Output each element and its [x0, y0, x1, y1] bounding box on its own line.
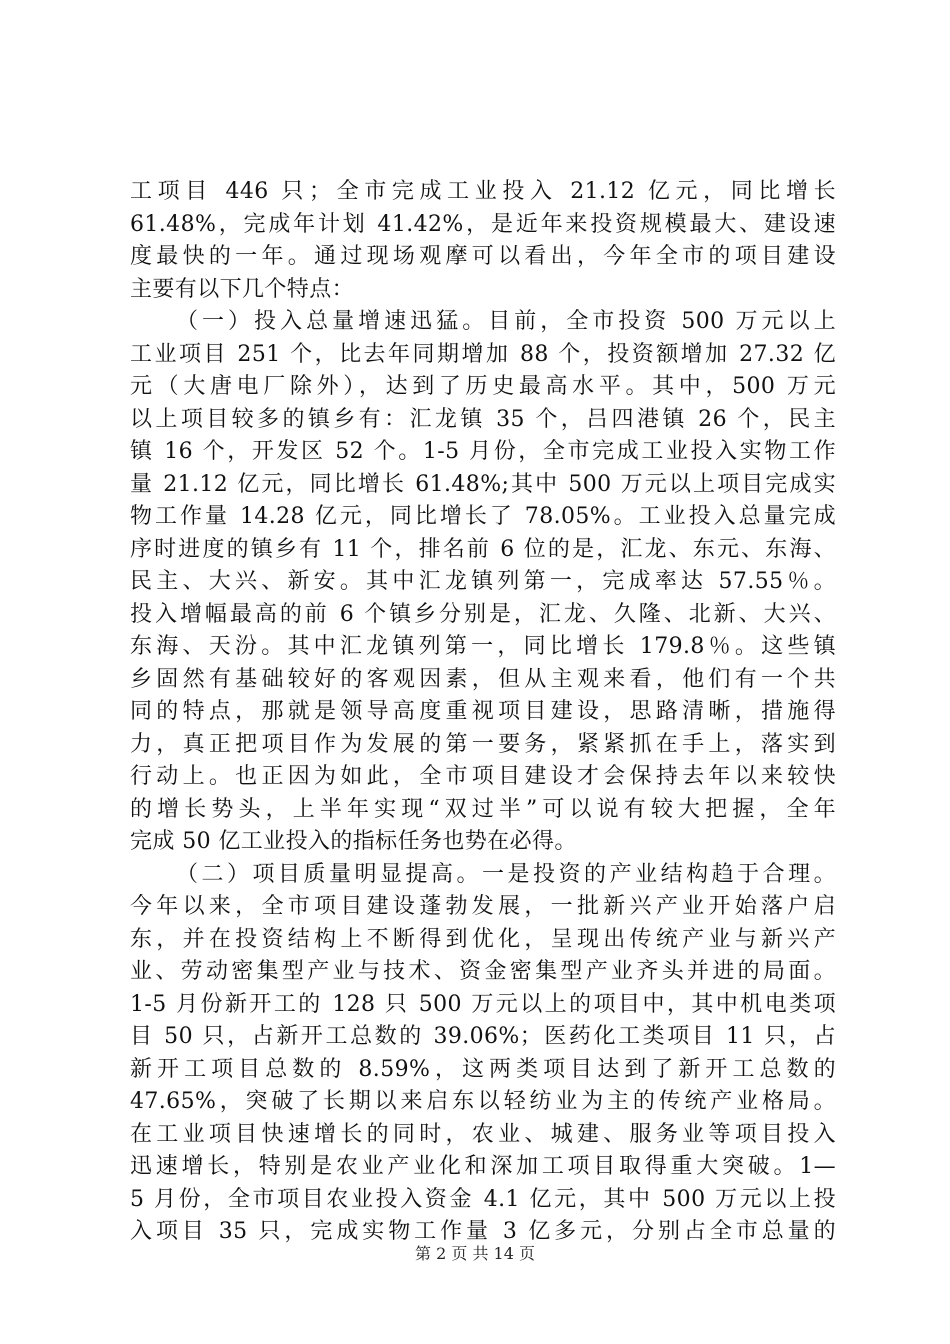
text-line: 以上项目较多的镇乡有：汇龙镇 35 个，吕四港镇 26 个，民主: [130, 406, 836, 432]
text-line: 新开工项目总数的 8.59%，这两类项目达到了新开工总数的: [130, 1056, 836, 1082]
text-line: 序时进度的镇乡有 11 个，排名前 6 位的是，汇龙、东元、东海、: [130, 536, 836, 562]
text-line: 东，并在投资结构上不断得到优化，呈现出传统产业与新兴产: [130, 926, 836, 952]
text-line: 1-5 月份新开工的 128 只 500 万元以上的项目中，其中机电类项: [130, 991, 836, 1017]
text-line: 力，真正把项目作为发展的第一要务，紧紧抓在手上，落实到: [130, 731, 836, 757]
text-line: 元（大唐电厂除外），达到了历史最高水平。其中，500 万元: [130, 374, 836, 399]
paragraph-start-line: （一）投入总量增速迅猛。目前，全市投资 500 万元以上: [176, 309, 836, 334]
text-line: 工项目 446 只；全市完成工业投入 21.12 亿元，同比增长: [130, 179, 836, 204]
page-number-footer: 第 2 页 共 14 页: [415, 1244, 535, 1263]
text-line: 量 21.12 亿元，同比增长 61.48%;其中 500 万元以上项目完成实: [130, 471, 836, 497]
text-line: 目 50 只，占新开工总数的 39.06%；医药化工类项目 11 只，占: [130, 1024, 836, 1049]
text-line: 完成 50 亿工业投入的指标任务也势在必得。: [130, 829, 577, 854]
text-line: 民主、大兴、新安。其中汇龙镇列第一，完成率达 57.55％。: [130, 569, 836, 594]
text-line: 在工业项目快速增长的同时，农业、城建、服务业等项目投入: [130, 1121, 836, 1147]
body-text: [130, 176, 836, 1249]
text-line: 入项目 35 只，完成实物工作量 3 亿多元，分别占全市总量的: [130, 1219, 836, 1244]
text-line: 5 月份，全市项目农业投入资金 4.1 亿元，其中 500 万元以上投: [130, 1186, 836, 1212]
paragraph-start-line: （二）项目质量明显提高。一是投资的产业结构趋于合理。: [176, 861, 836, 887]
text-line: 同的特点，那就是领导高度重视项目建设，思路清晰，措施得: [130, 699, 836, 724]
text-line: 投入增幅最高的前 6 个镇乡分别是，汇龙、久隆、北新、大兴、: [130, 601, 836, 627]
text-line: 乡固然有基础较好的客观因素，但从主观来看，他们有一个共: [130, 666, 836, 692]
text-line: 61.48%，完成年计划 41.42%，是近年来投资规模最大、建设速: [130, 211, 836, 237]
text-line: 行动上。也正因为如此，全市项目建设才会保持去年以来较快: [130, 764, 836, 789]
text-line: 47.65%，突破了长期以来启东以轻纺业为主的传统产业格局。: [130, 1089, 836, 1114]
text-line: 物工作量 14.28 亿元，同比增长了 78.05%。工业投入总量完成: [130, 504, 836, 529]
text-line: 今年以来，全市项目建设蓬勃发展，一批新兴产业开始落户启: [130, 894, 836, 919]
text-line: 镇 16 个，开发区 52 个。1-5 月份，全市完成工业投入实物工作: [130, 439, 836, 464]
text-line: 东海、天汾。其中汇龙镇列第一，同比增长 179.8％。这些镇: [130, 634, 836, 659]
text-line: 迅速增长，特别是农业产业化和深加工项目取得重大突破。1—: [130, 1154, 836, 1179]
text-line: 的增长势头，上半年实现“双过半”可以说有较大把握，全年: [130, 796, 836, 822]
text-line: 度最快的一年。通过现场观摩可以看出，今年全市的项目建设: [130, 244, 836, 269]
text-line: 业、劳动密集型产业与技术、资金密集型产业齐头并进的局面。: [130, 959, 836, 984]
text-line: 工业项目 251 个，比去年同期增加 88 个，投资额增加 27.32 亿: [130, 341, 836, 367]
text-line: 主要有以下几个特点：: [130, 276, 355, 302]
